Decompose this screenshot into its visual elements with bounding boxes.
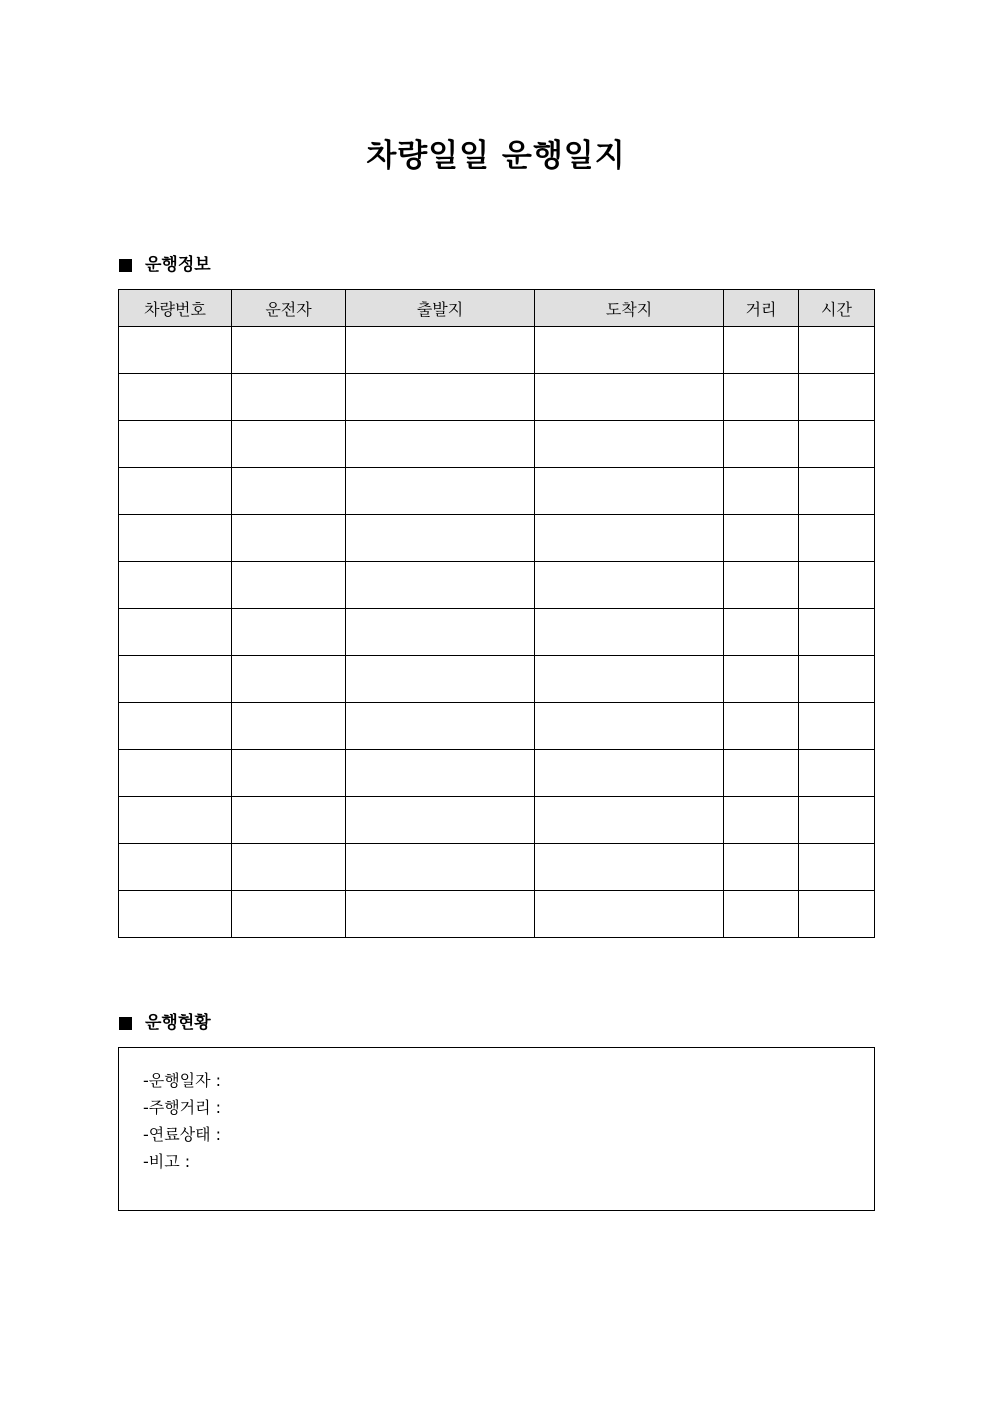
table-cell[interactable] bbox=[799, 844, 875, 891]
table-cell[interactable] bbox=[535, 609, 724, 656]
table-cell[interactable] bbox=[535, 515, 724, 562]
table-row bbox=[119, 421, 875, 468]
table-cell[interactable] bbox=[346, 656, 535, 703]
page-title: 차량일일 운행일지 bbox=[366, 138, 626, 174]
table-cell[interactable] bbox=[535, 562, 724, 609]
table-cell[interactable] bbox=[724, 750, 799, 797]
table-cell[interactable] bbox=[799, 421, 875, 468]
table-cell[interactable] bbox=[119, 703, 232, 750]
table-cell[interactable] bbox=[232, 609, 346, 656]
table-cell[interactable] bbox=[346, 562, 535, 609]
table-cell[interactable] bbox=[535, 844, 724, 891]
table-cell[interactable] bbox=[346, 327, 535, 374]
table-cell[interactable] bbox=[119, 327, 232, 374]
table-cell[interactable] bbox=[535, 703, 724, 750]
table-cell[interactable] bbox=[346, 374, 535, 421]
table-cell[interactable] bbox=[232, 844, 346, 891]
table-cell[interactable] bbox=[724, 327, 799, 374]
table-cell[interactable] bbox=[535, 421, 724, 468]
table-row bbox=[119, 797, 875, 844]
table-cell[interactable] bbox=[119, 562, 232, 609]
table-cell[interactable] bbox=[724, 609, 799, 656]
table-row bbox=[119, 374, 875, 421]
table-cell[interactable] bbox=[119, 797, 232, 844]
table-cell[interactable] bbox=[799, 609, 875, 656]
status-line-date: -운행일자 : bbox=[143, 1071, 222, 1090]
column-header-driver: 운전자 bbox=[232, 290, 346, 327]
table-row bbox=[119, 609, 875, 656]
status-line-remarks: -비고 : bbox=[143, 1152, 191, 1171]
square-bullet-icon bbox=[119, 1017, 132, 1030]
table-cell[interactable] bbox=[799, 703, 875, 750]
table-cell[interactable] bbox=[232, 515, 346, 562]
table-cell[interactable] bbox=[119, 844, 232, 891]
table-cell[interactable] bbox=[119, 515, 232, 562]
table-cell[interactable] bbox=[535, 468, 724, 515]
status-line-mileage: -주행거리 : bbox=[143, 1098, 222, 1117]
table-cell[interactable] bbox=[119, 609, 232, 656]
section-heading-info bbox=[119, 253, 211, 277]
table-cell[interactable] bbox=[724, 374, 799, 421]
section-heading-label: 운행정보 bbox=[145, 255, 211, 275]
table-cell[interactable] bbox=[346, 750, 535, 797]
table-cell[interactable] bbox=[232, 327, 346, 374]
status-lines bbox=[143, 1067, 221, 1175]
table-row bbox=[119, 562, 875, 609]
table-cell[interactable] bbox=[232, 562, 346, 609]
column-header-vehicle-number: 차량번호 bbox=[119, 290, 232, 327]
table-cell[interactable] bbox=[799, 468, 875, 515]
table-cell[interactable] bbox=[799, 797, 875, 844]
table-row bbox=[119, 468, 875, 515]
table-cell[interactable] bbox=[799, 374, 875, 421]
table-body bbox=[119, 327, 875, 938]
table-cell[interactable] bbox=[346, 421, 535, 468]
table-cell[interactable] bbox=[232, 797, 346, 844]
table-cell[interactable] bbox=[346, 797, 535, 844]
table-row bbox=[119, 703, 875, 750]
square-bullet-icon bbox=[119, 259, 132, 272]
table-cell[interactable] bbox=[799, 891, 875, 938]
table-cell[interactable] bbox=[799, 327, 875, 374]
table-cell[interactable] bbox=[724, 656, 799, 703]
table-cell[interactable] bbox=[232, 750, 346, 797]
table-row bbox=[119, 327, 875, 374]
table-cell[interactable] bbox=[724, 797, 799, 844]
driving-log-table bbox=[118, 289, 875, 938]
column-header-destination: 도착지 bbox=[535, 290, 724, 327]
column-header-time: 시간 bbox=[799, 290, 875, 327]
table-cell[interactable] bbox=[799, 750, 875, 797]
table-cell[interactable] bbox=[346, 515, 535, 562]
table-cell[interactable] bbox=[119, 468, 232, 515]
table-cell[interactable] bbox=[232, 656, 346, 703]
status-box bbox=[118, 1047, 875, 1211]
table-row bbox=[119, 750, 875, 797]
section-heading-status bbox=[119, 1011, 211, 1035]
table-cell[interactable] bbox=[724, 703, 799, 750]
table-cell[interactable] bbox=[119, 891, 232, 938]
table-cell[interactable] bbox=[119, 750, 232, 797]
table-cell[interactable] bbox=[232, 468, 346, 515]
status-line-fuel: -연료상태 : bbox=[143, 1125, 222, 1144]
table-cell[interactable] bbox=[346, 468, 535, 515]
table-cell[interactable] bbox=[724, 421, 799, 468]
table-cell[interactable] bbox=[232, 891, 346, 938]
table-row bbox=[119, 844, 875, 891]
table-cell[interactable] bbox=[119, 374, 232, 421]
table-row bbox=[119, 515, 875, 562]
column-header-distance: 거리 bbox=[724, 290, 799, 327]
table-cell[interactable] bbox=[346, 609, 535, 656]
table-row bbox=[119, 656, 875, 703]
table-cell[interactable] bbox=[119, 656, 232, 703]
table-cell[interactable] bbox=[724, 562, 799, 609]
table-cell[interactable] bbox=[535, 374, 724, 421]
table-cell[interactable] bbox=[535, 327, 724, 374]
table-cell[interactable] bbox=[799, 656, 875, 703]
table-cell[interactable] bbox=[724, 468, 799, 515]
table-cell[interactable] bbox=[232, 421, 346, 468]
table-row bbox=[119, 891, 875, 938]
table-cell[interactable] bbox=[535, 891, 724, 938]
table-cell[interactable] bbox=[724, 844, 799, 891]
column-header-departure: 출발지 bbox=[346, 290, 535, 327]
table-cell[interactable] bbox=[535, 797, 724, 844]
table-header-row bbox=[119, 290, 875, 327]
table-cell[interactable] bbox=[724, 515, 799, 562]
table-cell[interactable] bbox=[535, 750, 724, 797]
table-cell[interactable] bbox=[232, 703, 346, 750]
table-cell[interactable] bbox=[346, 844, 535, 891]
table-cell[interactable] bbox=[724, 891, 799, 938]
table-cell[interactable] bbox=[119, 421, 232, 468]
table-cell[interactable] bbox=[346, 891, 535, 938]
section-heading-label: 운행현황 bbox=[145, 1013, 211, 1033]
table-cell[interactable] bbox=[799, 562, 875, 609]
table-cell[interactable] bbox=[346, 703, 535, 750]
table-cell[interactable] bbox=[535, 656, 724, 703]
table-cell[interactable] bbox=[232, 374, 346, 421]
table-cell[interactable] bbox=[799, 515, 875, 562]
